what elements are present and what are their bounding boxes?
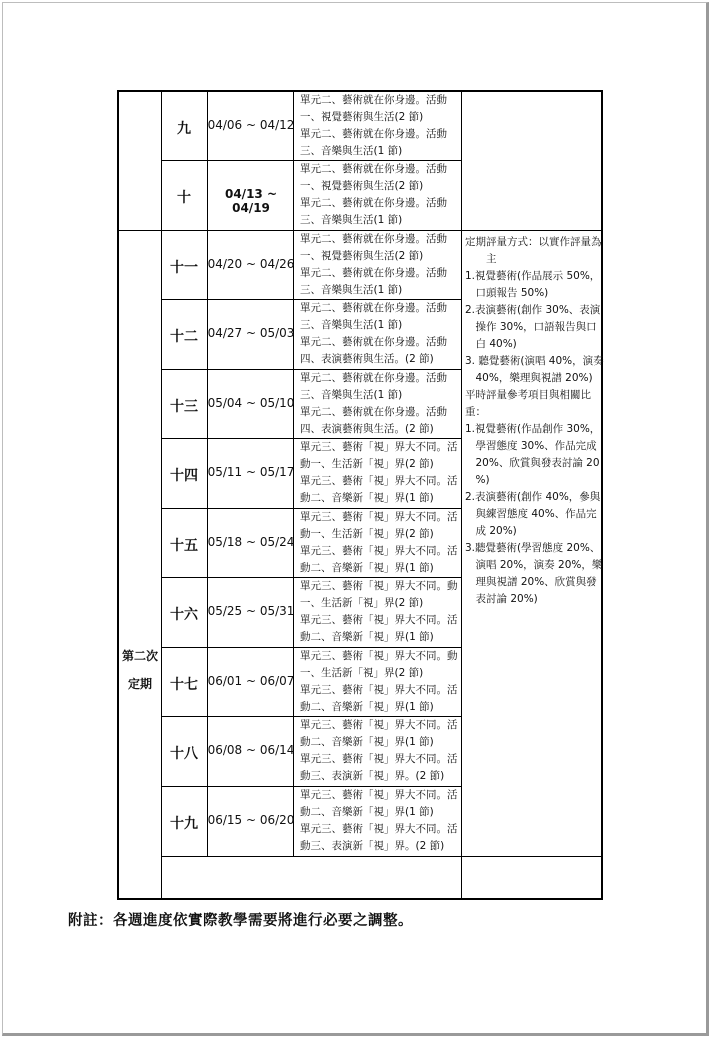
schedule-table <box>117 90 603 900</box>
date-range: 05/04 ~ 05/10 <box>207 396 295 410</box>
week-number: 十一 <box>170 260 198 276</box>
week-number: 十七 <box>170 677 198 693</box>
date-range: 06/01 ~ 06/07 <box>207 674 295 688</box>
unit-content: 單元二、藝術就在你身邊。活動 一、視覺藝術與生活(2 節) 單元二、藝術就在你身邊。活動 三、音樂與生活(1 節) <box>300 94 447 157</box>
date-range: 06/15 ~ 06/20 <box>207 813 295 827</box>
week-number: 十五 <box>170 538 198 554</box>
week-number: 十三 <box>170 399 198 415</box>
unit-content: 單元二、藝術就在你身邊。活動 一、視覺藝術與生活(2 節) 單元二、藝術就在你身邊。活動 三、音樂與生活(1 節) <box>300 163 447 226</box>
unit-content: 單元三、藝術「視」界大不同。活 動一、生活新「視」界(2 節) 單元三、藝術「視」界大不同。活 動二、音樂新「視」界(1 節) <box>300 441 458 504</box>
unit-content: 單元二、藝術就在你身邊。活動 三、音樂與生活(1 節) 單元二、藝術就在你身邊。活動 四、表演藝術與生活。(2 節) <box>300 372 447 435</box>
date-range: 04/20 ~ 04/26 <box>207 257 295 271</box>
assessment-description: 定期評量方式：以實作評量為 主 1.視覺藝術(作品展示 50%， 口頭報告 50%) 2.表演藝術(創作 30%、表演 操作 30%，口語報告與口 白 40%) 3. 聽覺藝術(演唱 40%，演奏 40%，樂理與視譜 20%) 平時評量參考項目與相關比 重： 1.視覺藝術(作品創作 30%， 學習態度 30%、作品完成 20%、欣賞與發表討論 20 %) 2.表演藝術(創作 40%，參與 與練習態度 40%、作品完 成 20%) 3.聽覺藝術(學習態度 20%、 演唱 20%，演奏 20%，樂 理與視譜 20%、欣賞與發 表討論 20%) <box>465 236 604 605</box>
week-number: 十六 <box>170 607 198 623</box>
period-label: 第二次 定期 <box>121 649 158 691</box>
unit-content: 單元二、藝術就在你身邊。活動 一、視覺藝術與生活(2 節) 單元二、藝術就在你身邊。活動 三、音樂與生活(1 節) <box>300 233 447 296</box>
week-number: 十八 <box>170 746 198 762</box>
unit-content: 單元三、藝術「視」界大不同。活 動二、音樂新「視」界(1 節) 單元三、藝術「視」界大不同。活 動三、表演新「視」界。(2 節) <box>300 789 458 852</box>
date-range: 04/27 ~ 05/03 <box>207 326 295 340</box>
date-range: 06/08 ~ 06/14 <box>207 743 295 757</box>
date-range: 05/11 ~ 05/17 <box>207 465 295 479</box>
unit-content: 單元三、藝術「視」界大不同。動 一、生活新「視」界(2 節) 單元三、藝術「視」界大不同。活 動二、音樂新「視」界(1 節) <box>300 650 458 713</box>
week-number: 十二 <box>170 329 198 345</box>
date-range: 05/18 ~ 05/24 <box>207 535 295 549</box>
col-divider-period <box>161 92 162 898</box>
date-range: 04/06 ~ 04/12 <box>207 118 295 132</box>
week-number: 十九 <box>170 816 198 832</box>
week-number: 十四 <box>170 468 198 484</box>
date-range: 04/13 ~ 04/19 <box>224 187 277 215</box>
week-number: 十 <box>177 190 191 206</box>
unit-content: 單元三、藝術「視」界大不同。活 動二、音樂新「視」界(1 節) 單元三、藝術「視」界大不同。活 動三、表演新「視」界。(2 節) <box>300 719 458 782</box>
row-line <box>161 856 603 857</box>
unit-content: 單元二、藝術就在你身邊。活動 三、音樂與生活(1 節) 單元二、藝術就在你身邊。活動 四、表演藝術與生活。(2 節) <box>300 302 447 365</box>
footnote: 附註：各週進度依實際教學需要將進行必要之調整。 <box>68 913 413 929</box>
date-range: 05/25 ~ 05/31 <box>207 604 295 618</box>
unit-content: 單元三、藝術「視」界大不同。動 一、生活新「視」界(2 節) 單元三、藝術「視」界大不同。活 動二、音樂新「視」界(1 節) <box>300 580 458 643</box>
unit-content: 單元三、藝術「視」界大不同。活 動一、生活新「視」界(2 節) 單元三、藝術「視」界大不同。活 動二、音樂新「視」界(1 節) <box>300 511 458 574</box>
week-number: 九 <box>177 121 191 137</box>
